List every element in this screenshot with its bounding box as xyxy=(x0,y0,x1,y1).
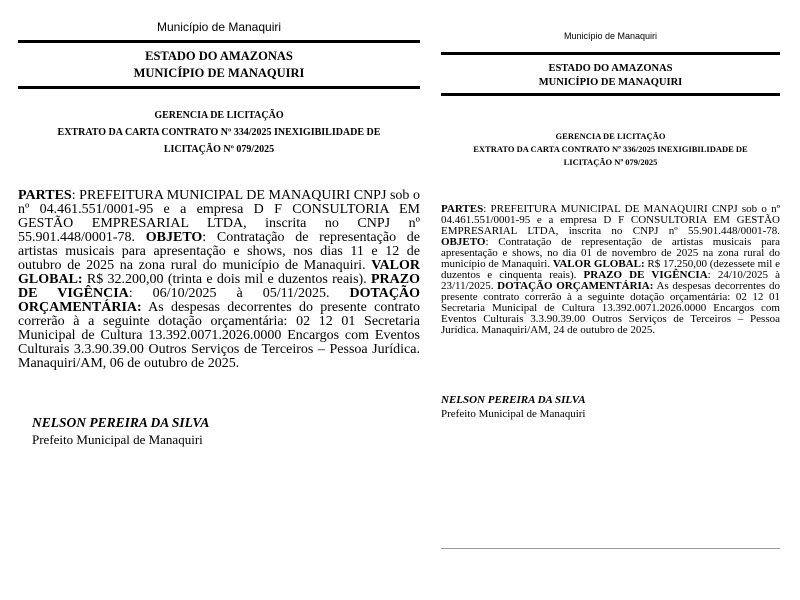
objeto-text: : Contratação de representação de artistas musicais para apresentação e shows, no dia 01 de novembro de 2025 na zona rural do município de Manaquiri. xyxy=(441,236,780,270)
section-title-line-1: GERENCIA DE LICITAÇÃO xyxy=(555,131,666,141)
section-title-line-2: EXTRATO DA CARTA CONTRATO Nº 336/2025 INEXIGIBILIDADE DE xyxy=(473,144,748,154)
signer-title: Prefeito Municipal de Manaquiri xyxy=(32,432,203,447)
section-title-line-1: GERENCIA DE LICITAÇÃO xyxy=(154,110,284,121)
partes-label: PARTES xyxy=(441,203,484,215)
signer-name: NELSON PEREIRA DA SILVA xyxy=(441,394,586,406)
signature-block xyxy=(441,393,780,421)
dotacao-text: As despesas decorrentes do presente contrato correrão à a seguinte dotação orçamentária: 02 12 01 Secretaria Municipal de Cultura 13.392.0071.2026.0000 Encargos com Eventos Culturais 3.3.90.39.00 Outros Serviços de Terceiros – Pessoa Jurídica. Manaquiri/AM, 06 de outubro de 2025. xyxy=(18,300,420,371)
prazo-text: : 24/10/2025 à 23/11/2025. xyxy=(441,269,781,292)
objeto-label: OBJETO xyxy=(441,236,486,248)
valor-label: VALOR GLOBAL: xyxy=(552,258,645,270)
contract-body xyxy=(18,189,420,371)
right-page xyxy=(441,0,780,421)
prazo-text: : 06/10/2025 à 05/11/2025. xyxy=(128,286,350,301)
left-page xyxy=(18,0,420,448)
municipality-header: Município de Manaquiri xyxy=(563,31,658,41)
partes-label: PARTES xyxy=(18,188,72,203)
signature-block xyxy=(18,414,420,448)
contract-body xyxy=(441,204,780,336)
municipality-line: MUNICÍPIO DE MANAQUIRI xyxy=(538,77,683,88)
state-block xyxy=(18,43,420,86)
valor-text: R$ 32.200,00 (trinta e dois mil e duzentos reais). xyxy=(82,272,371,287)
section-title xyxy=(18,107,420,158)
page-bottom-divider xyxy=(441,548,780,549)
state-block xyxy=(441,55,780,93)
dotacao-label: DOTAÇÃO ORÇAMENTÁRIA: xyxy=(18,286,420,315)
header-rule-bottom xyxy=(18,86,420,89)
partes-text: : PREFEITURA MUNICIPAL DE MANAQUIRI CNPJ sob o nº 04.461.551/0001-95 e a empresa D F CONSULTORIA EM GESTÃO EMPRESARIAL LTDA, inscrita no CNPJ nº 55.901.448/0001-78. xyxy=(18,188,420,245)
objeto-text: : Contratação de representação de artistas musicais para apresentação e shows, nos dias 11 e 12 de outubro de 2025 na zona rural do município de Manaquiri. xyxy=(18,230,420,273)
municipality-header: Município de Manaquiri xyxy=(156,20,282,34)
prazo-label: PRAZO DE VIGÊNCIA xyxy=(583,269,708,281)
partes-text: : PREFEITURA MUNICIPAL DE MANAQUIRI CNPJ sob o nº 04.461.551/0001-95 e a empresa D F CONSULTORIA EM GESTÃO EMPRESARIAL LTDA, inscrita no CNPJ nº 55.901.448/0001-78. xyxy=(441,203,780,237)
valor-label: VALOR GLOBAL: xyxy=(18,258,420,287)
header-rule-bottom xyxy=(441,93,780,96)
section-title-line-3: LICITAÇÃO Nº 079/2025 xyxy=(163,144,275,155)
dotacao-label: DOTAÇÃO ORÇAMENTÁRIA: xyxy=(497,280,654,292)
objeto-label: OBJETO xyxy=(145,230,203,245)
dotacao-text: As despesas decorrentes do presente contrato correrão à a seguinte dotação orçamentária: 02 12 01 Secretaria Municipal de Cultura 13.392.0071.2026.0000 Encargos com Eventos Culturais 3.3.90.39.00 Outros Serviços de Terceiros – Pessoa Jurídica. Manaquiri/AM, 24 de outubro de 2025. xyxy=(441,280,780,336)
section-title-line-3: LICITAÇÃO Nº 079/2025 xyxy=(563,157,658,167)
signer-title: Prefeito Municipal de Manaquiri xyxy=(441,408,586,420)
prazo-label: PRAZO DE VIGÊNCIA xyxy=(18,272,420,301)
valor-text: R$ 17.250,00 (dezessete mil e duzentos e cinquenta reais). xyxy=(441,258,780,281)
section-title-line-2: EXTRATO DA CARTA CONTRATO Nº 334/2025 INEXIGIBILIDADE DE xyxy=(57,127,381,138)
signer-name: NELSON PEREIRA DA SILVA xyxy=(32,415,210,430)
state-line: ESTADO DO AMAZONAS xyxy=(145,49,293,63)
section-title xyxy=(441,130,780,169)
state-line: ESTADO DO AMAZONAS xyxy=(548,63,673,74)
municipality-line: MUNICÍPIO DE MANAQUIRI xyxy=(133,66,305,80)
